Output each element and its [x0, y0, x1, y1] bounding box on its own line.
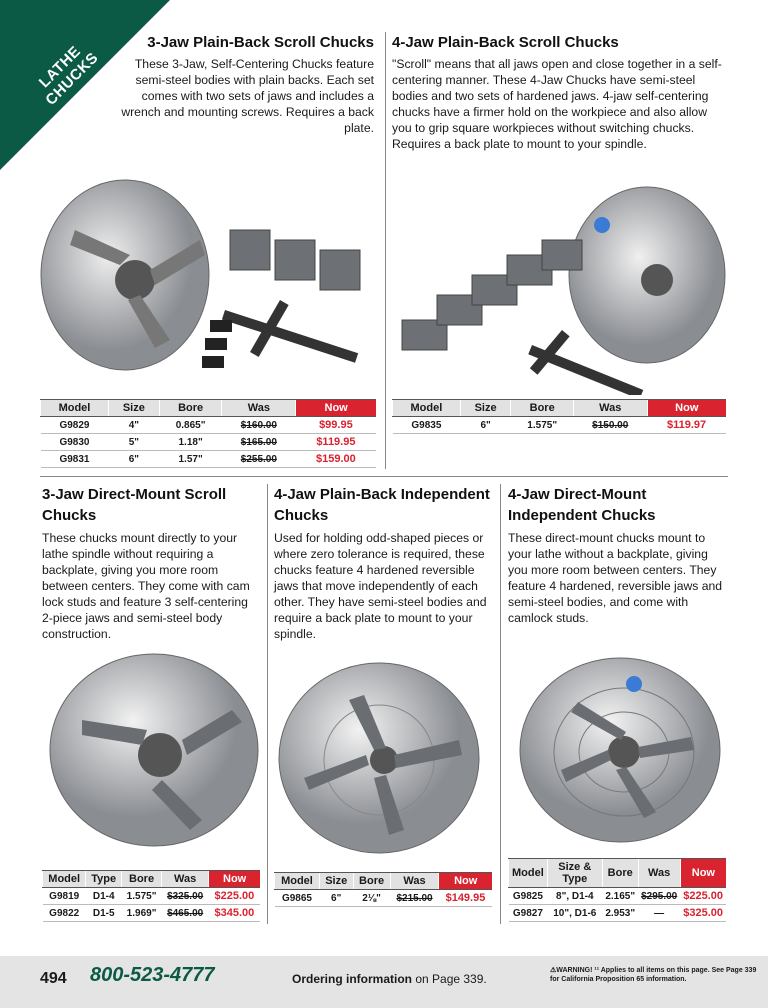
ordering-info-page: on Page 339. [412, 972, 487, 986]
now-price: $99.95 [296, 417, 376, 434]
col-header: Model [275, 873, 320, 890]
col-header: Was [162, 871, 209, 888]
col-header: Bore [122, 871, 162, 888]
col-header: Now [439, 873, 492, 890]
col-header: Was [390, 873, 439, 890]
size-type: 10", D1-6 [547, 905, 602, 922]
col-header: Model [509, 859, 548, 888]
spec-table [274, 872, 492, 907]
size: 4" [108, 417, 159, 434]
was-price: $295.00 [638, 888, 680, 905]
section-title: 4-Jaw Direct-Mount Independent Chucks [508, 486, 656, 524]
divider [40, 476, 728, 477]
model: G9830 [41, 434, 109, 451]
table-row [275, 890, 493, 907]
col-header: Type [86, 871, 122, 888]
now-price: $225.00 [209, 888, 260, 905]
product-photo-4jaw-directmount-independent [516, 652, 728, 852]
col-header: Bore [159, 400, 222, 417]
now-price: $225.00 [680, 888, 726, 905]
now-price: $325.00 [680, 905, 726, 922]
section-4jaw-directmount-independent [508, 484, 728, 626]
now-price: $119.97 [647, 417, 726, 434]
now-price: $345.00 [209, 905, 260, 922]
size: 6" [108, 451, 159, 468]
bore: 1.575" [511, 417, 573, 434]
section-description: "Scroll" means that all jaws open and close together in a self-centering manner. These 4-Jaw Chucks have semi-steel bodies and two sets of hardened jaws. 4-jaw self-centering chucks have a firmer hold on the workpiece and also allow you to grip square workpieces without switching chucks. Requires a back plate to mount to your spindle. [392, 57, 722, 151]
col-header: Model [43, 871, 86, 888]
bore: 2⅛" [353, 890, 390, 907]
bore: 2.953" [602, 905, 638, 922]
size-type: 8", D1-4 [547, 888, 602, 905]
col-header: Now [296, 400, 376, 417]
divider [500, 484, 501, 924]
type: D1-4 [86, 888, 122, 905]
page-number: 494 [40, 970, 67, 987]
section-title: 4-Jaw Plain-Back Scroll Chucks [392, 34, 619, 51]
table-row [41, 434, 377, 451]
model: G9822 [43, 905, 86, 922]
product-photo-3jaw-plainback [40, 170, 380, 395]
was-price: $165.00 [222, 434, 296, 451]
col-header: Size [460, 400, 511, 417]
spec-table [42, 870, 260, 922]
section-description: Used for holding odd-shaped pieces or where zero tolerance is required, these chucks feature 4 hardened reversible jaws that move independently of each other. They have semi-steel bodies and require a back plate to mount to your spindle. [274, 531, 487, 641]
spec-table [392, 399, 726, 434]
bore: 0.865" [159, 417, 222, 434]
section-title: 3-Jaw Direct-Mount Scroll Chucks [42, 486, 227, 524]
now-price: $149.95 [439, 890, 492, 907]
now-price: $159.00 [296, 451, 376, 468]
model: G9865 [275, 890, 320, 907]
col-header: Bore [353, 873, 390, 890]
col-header: Was [222, 400, 296, 417]
table-row [43, 905, 261, 922]
size: 6" [319, 890, 353, 907]
was-price: $255.00 [222, 451, 296, 468]
was-price: $465.00 [162, 905, 209, 922]
table-row [41, 451, 377, 468]
spec-table [508, 858, 726, 922]
col-header: Size & Type [547, 859, 602, 888]
col-header: Now [647, 400, 726, 417]
col-header: Was [638, 859, 680, 888]
divider [267, 484, 268, 924]
section-label: LATHE CHUCKS [35, 42, 102, 109]
now-price: $119.95 [296, 434, 376, 451]
col-header: Now [680, 859, 726, 888]
section-4jaw-plainback-scroll [392, 32, 728, 152]
section-title: 4-Jaw Plain-Back Independent Chucks [274, 486, 490, 524]
model: G9831 [41, 451, 109, 468]
section-title: 3-Jaw Plain-Back Scroll Chucks [147, 34, 374, 51]
section-4jaw-plainback-independent [274, 484, 496, 642]
table-row [41, 417, 377, 434]
product-photo-4jaw-plainback-scroll [392, 185, 728, 395]
section-3jaw-plainback [78, 32, 374, 136]
table-row [393, 417, 727, 434]
ordering-info-label: Ordering information [292, 972, 412, 986]
product-photo-4jaw-plainback-independent [274, 660, 494, 860]
bore: 1.575" [122, 888, 162, 905]
prop65-warning: ⚠WARNING! ¹¹ Applies to all items on this page. See Page 339 for California Proposition 65 information. [550, 967, 757, 983]
col-header: Was [573, 400, 647, 417]
col-header: Now [209, 871, 260, 888]
col-header: Size [108, 400, 159, 417]
model: G9835 [393, 417, 461, 434]
table-row [509, 888, 727, 905]
model: G9827 [509, 905, 548, 922]
bore: 1.969" [122, 905, 162, 922]
col-header: Model [393, 400, 461, 417]
phone-number[interactable]: 800-523-4777 [90, 964, 215, 986]
col-header: Bore [511, 400, 573, 417]
was-price: $150.00 [573, 417, 647, 434]
table-row [509, 905, 727, 922]
ordering-info [292, 972, 487, 986]
col-header: Model [41, 400, 109, 417]
model: G9825 [509, 888, 548, 905]
section-3jaw-directmount [42, 484, 262, 642]
col-header: Size [319, 873, 353, 890]
bore: 1.18" [159, 434, 222, 451]
spec-table [40, 399, 376, 468]
size: 5" [108, 434, 159, 451]
was-price: $160.00 [222, 417, 296, 434]
bore: 1.57" [159, 451, 222, 468]
size: 6" [460, 417, 511, 434]
model: G9819 [43, 888, 86, 905]
was-price: $215.00 [390, 890, 439, 907]
was-price: $325.00 [162, 888, 209, 905]
col-header: Bore [602, 859, 638, 888]
section-description: These 3-Jaw, Self-Centering Chucks feature semi-steel bodies with plain backs. Each set comes with two sets of jaws and includes a wrench and mounting screws. Requires a back plate. [121, 57, 374, 135]
model: G9829 [41, 417, 109, 434]
type: D1-5 [86, 905, 122, 922]
section-description: These direct-mount chucks mount to your lathe without a backplate, giving you more room between centers. They feature 4 hardened, reversible jaws and semi-steel bodies, and come with camlock studs. [508, 531, 723, 625]
was-price: — [638, 905, 680, 922]
bore: 2.165" [602, 888, 638, 905]
divider [385, 32, 386, 469]
section-description: These chucks mount directly to your lathe spindle without requiring a backplate, giving you more room between centers. They come with cam lock studs and feature 3 self-centering 2-piece jaws and semi-steel body construction. [42, 531, 250, 641]
product-photo-3jaw-directmount [42, 650, 264, 860]
table-row [43, 888, 261, 905]
